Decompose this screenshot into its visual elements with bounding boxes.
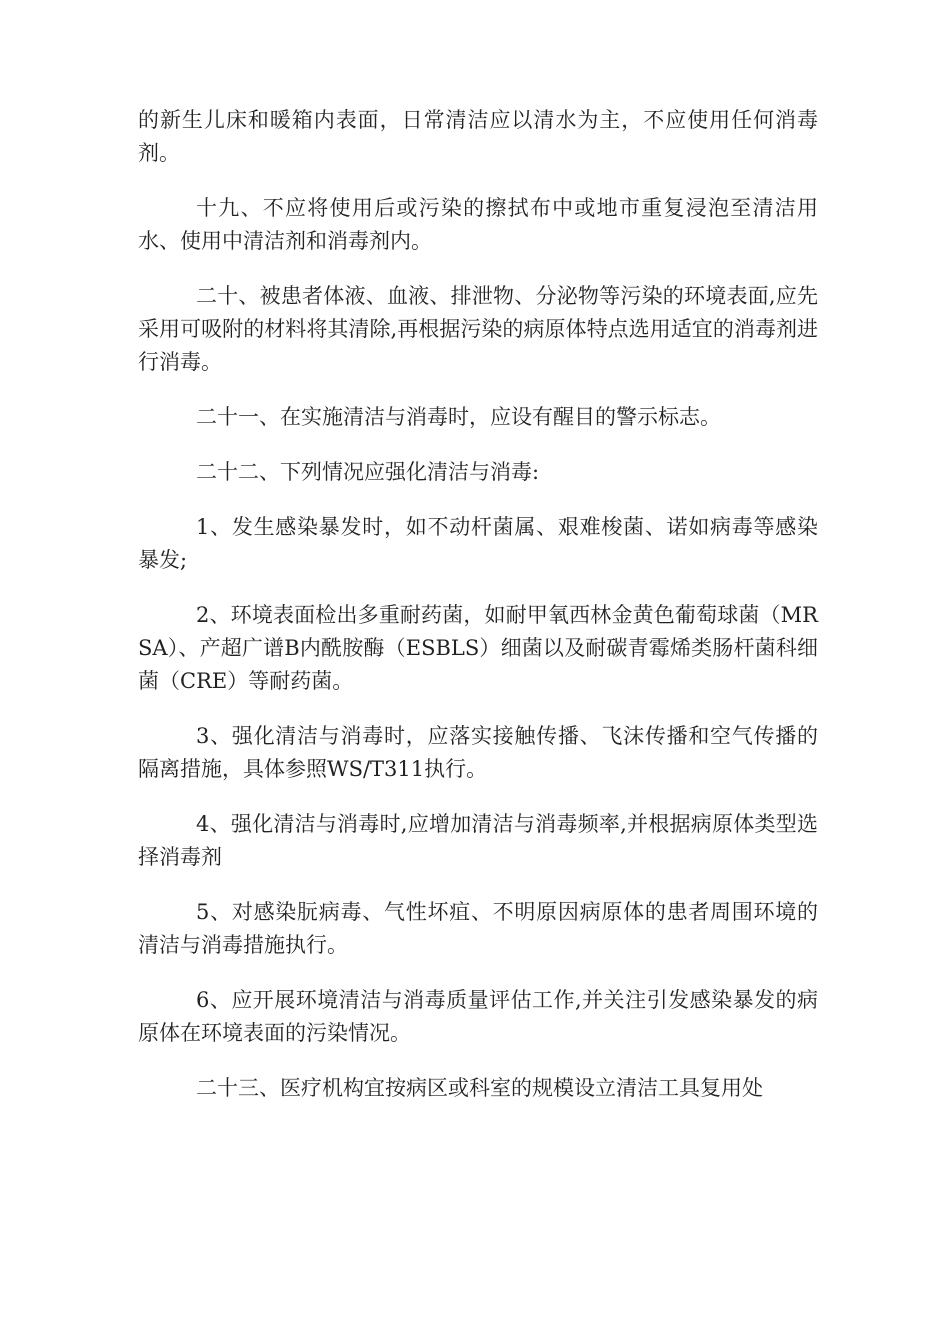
paragraph-continuation: 的新生儿床和暖箱内表面，日常清洁应以清水为主，不应使用任何消毒剂。 [138,108,818,165]
paragraph-item-22: 二十二、下列情况应强化清洁与消毒: [196,460,540,484]
paragraph-item-19: 十九、不应将使用后或污染的擦拭布中或地市重复浸泡至清洁用水、使用中清洁剂和消毒剂内。 [138,196,818,253]
paragraph-subitem-5: 5、对感染朊病毒、气性坏疽、不明原因病原体的患者周围环境的清洁与消毒措施执行。 [138,900,818,957]
paragraph-item-23: 二十三、医疗机构宜按病区或科室的规模设立清洁工具复用处 [196,1076,763,1100]
paragraph-subitem-6: 6、应开展环境清洁与消毒质量评估工作,并关注引发感染暴发的病原体在环境表面的污染情况。 [138,988,818,1045]
paragraph-subitem-4: 4、强化清洁与消毒时,应增加清洁与消毒频率,并根据病原体类型选择消毒剂 [138,812,818,869]
paragraph-item-20: 二十、被患者体液、血液、排泄物、分泌物等污染的环境表面,应先采用可吸附的材料将其清除,再根据污染的病原体特点选用适宜的消毒剂进行消毒。 [138,284,818,374]
document-body [138,104,818,1127]
paragraph-subitem-1: 1、发生感染暴发时，如不动杆菌属、艰难梭菌、诺如病毒等感染暴发; [138,515,818,572]
paragraph-subitem-3: 3、强化清洁与消毒时，应落实接触传播、飞沫传播和空气传播的隔离措施，具体参照WS/T311执行。 [138,724,818,781]
paragraph-item-21: 二十一、在实施清洁与消毒时，应设有醒目的警示标志。 [196,405,721,429]
paragraph-subitem-2: 2、环境表面检出多重耐药菌，如耐甲氧西林金黄色葡萄球菌（MRSA）、产超广谱B内酰胺酶（ESBLS）细菌以及耐碳青霉烯类肠杆菌科细菌（CRE）等耐药菌。 [138,603,818,693]
